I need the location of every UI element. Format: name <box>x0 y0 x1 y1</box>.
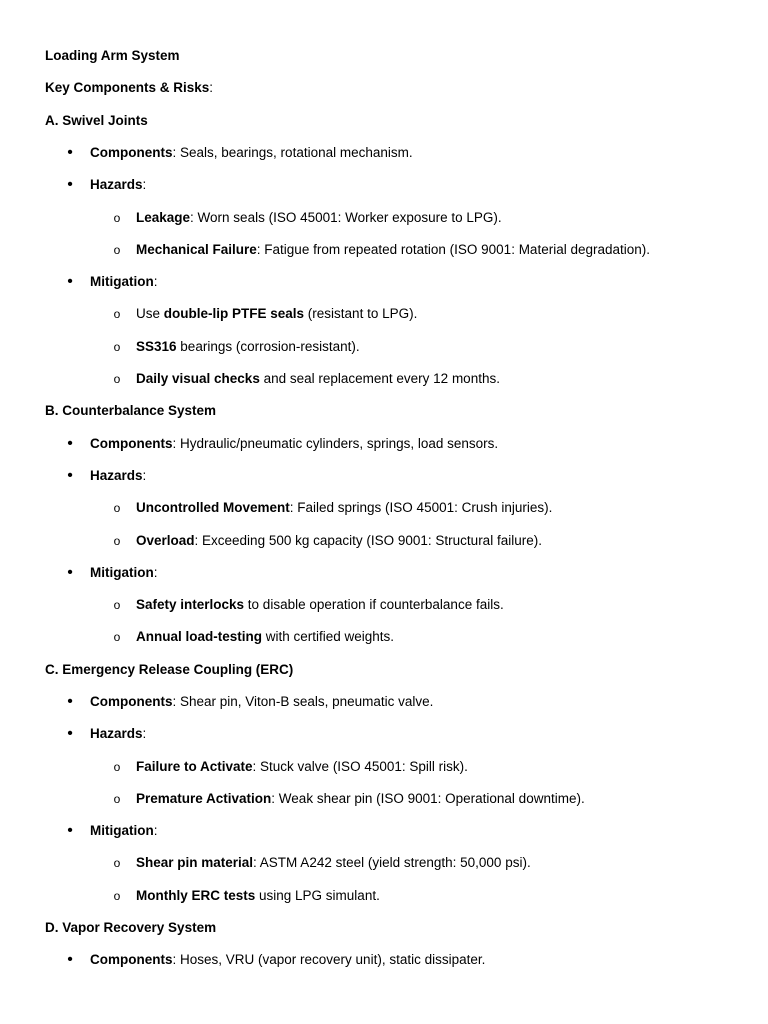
bold-text: Annual load-testing <box>136 629 262 644</box>
bullet-circle-icon: o <box>113 598 121 612</box>
bold-text: Loading Arm System <box>45 48 180 63</box>
sub-list-item <box>136 209 502 227</box>
list-item <box>90 273 158 291</box>
sub-list-item <box>136 305 417 323</box>
bold-text: Mitigation <box>90 274 154 289</box>
sub-list-item <box>136 241 650 259</box>
text: (resistant to LPG). <box>304 306 418 321</box>
bullet-dot-icon: • <box>67 273 73 290</box>
bullet-circle-icon: o <box>113 856 121 870</box>
text: : <box>142 177 147 192</box>
list-item <box>90 822 158 840</box>
text: : <box>153 823 158 838</box>
section-heading <box>45 47 180 65</box>
bold-text: Shear pin material <box>136 855 254 870</box>
bold-text: Monthly ERC tests <box>136 888 256 903</box>
sub-list-item <box>136 370 500 388</box>
sub-list-item <box>136 499 552 517</box>
bold-text: Hazards <box>90 726 143 741</box>
bold-text: Components <box>90 694 173 709</box>
bullet-dot-icon: • <box>67 693 73 710</box>
section-heading <box>45 661 293 679</box>
section-heading <box>45 112 148 130</box>
sub-list-item <box>136 854 531 872</box>
text: to disable operation if counterbalance fails. <box>244 597 504 612</box>
bold-text: Mechanical Failure <box>136 242 257 257</box>
bold-text: Daily visual checks <box>136 371 260 386</box>
section-heading <box>45 919 216 937</box>
text: : <box>209 80 214 95</box>
section-heading <box>45 79 213 97</box>
bold-text: C. Emergency Release Coupling (ERC) <box>45 662 294 677</box>
bullet-dot-icon: • <box>67 564 73 581</box>
bullet-dot-icon: • <box>67 435 73 452</box>
bold-text: Leakage <box>136 210 191 225</box>
bullet-dot-icon: • <box>67 144 73 161</box>
sub-list-item <box>136 338 360 356</box>
bullet-circle-icon: o <box>113 792 121 806</box>
bold-text: D. Vapor Recovery System <box>45 920 217 935</box>
text: : Weak shear pin (ISO 9001: Operational downtime). <box>271 791 585 806</box>
text: : Stuck valve (ISO 45001: Spill risk). <box>252 759 468 774</box>
sub-list-item <box>136 596 504 614</box>
bullet-circle-icon: o <box>113 243 121 257</box>
bold-text: Key Components & Risks <box>45 80 210 95</box>
list-item <box>90 435 498 453</box>
text: : Hoses, VRU (vapor recovery unit), static dissipater. <box>172 952 486 967</box>
list-item <box>90 176 146 194</box>
sub-list-item <box>136 887 380 905</box>
bold-text: B. Counterbalance System <box>45 403 217 418</box>
bold-text: A. Swivel Joints <box>45 113 148 128</box>
list-item <box>90 144 413 162</box>
bold-text: Components <box>90 436 173 451</box>
text: bearings (corrosion-resistant). <box>176 339 360 354</box>
text: and seal replacement every 12 months. <box>259 371 500 386</box>
text: : Shear pin, Viton-B seals, pneumatic valve. <box>172 694 434 709</box>
text: : <box>142 726 147 741</box>
bullet-dot-icon: • <box>67 951 73 968</box>
bullet-circle-icon: o <box>113 372 121 386</box>
text: : Seals, bearings, rotational mechanism. <box>172 145 413 160</box>
sub-list-item <box>136 758 468 776</box>
bold-text: Mitigation <box>90 565 154 580</box>
bullet-dot-icon: • <box>67 176 73 193</box>
bold-text: Safety interlocks <box>136 597 245 612</box>
section-heading <box>45 402 216 420</box>
text: : Worn seals (ISO 45001: Worker exposure to LPG). <box>190 210 502 225</box>
bold-text: double-lip PTFE seals <box>163 306 305 321</box>
bold-text: Components <box>90 145 173 160</box>
list-item <box>90 693 433 711</box>
text: : <box>153 565 158 580</box>
text: : <box>142 468 147 483</box>
sub-list-item <box>136 532 542 550</box>
sub-list-item <box>136 628 394 646</box>
text: using LPG simulant. <box>255 888 380 903</box>
bullet-dot-icon: • <box>67 467 73 484</box>
list-item <box>90 564 158 582</box>
bold-text: Uncontrolled Movement <box>136 500 290 515</box>
text: : ASTM A242 steel (yield strength: 50,000 psi). <box>253 855 531 870</box>
bullet-circle-icon: o <box>113 630 121 644</box>
bold-text: Mitigation <box>90 823 154 838</box>
bullet-circle-icon: o <box>113 760 121 774</box>
bullet-circle-icon: o <box>113 340 121 354</box>
text: : Hydraulic/pneumatic cylinders, springs, load sensors. <box>172 436 499 451</box>
bold-text: SS316 <box>136 339 177 354</box>
sub-list-item <box>136 790 585 808</box>
bullet-circle-icon: o <box>113 534 121 548</box>
bold-text: Premature Activation <box>136 791 272 806</box>
bold-text: Failure to Activate <box>136 759 253 774</box>
text: : Exceeding 500 kg capacity (ISO 9001: Structural failure). <box>194 533 542 548</box>
bold-text: Overload <box>136 533 195 548</box>
bullet-circle-icon: o <box>113 211 121 225</box>
bullet-circle-icon: o <box>113 501 121 515</box>
list-item <box>90 725 146 743</box>
list-item <box>90 467 146 485</box>
bold-text: Hazards <box>90 468 143 483</box>
bullet-dot-icon: • <box>67 725 73 742</box>
bold-text: Hazards <box>90 177 143 192</box>
bullet-dot-icon: • <box>67 822 73 839</box>
text: : Fatigue from repeated rotation (ISO 9001: Material degradation). <box>256 242 651 257</box>
bullet-circle-icon: o <box>113 307 121 321</box>
bullet-circle-icon: o <box>113 889 121 903</box>
list-item <box>90 951 485 969</box>
text: : Failed springs (ISO 45001: Crush injuries). <box>289 500 553 515</box>
bold-text: Components <box>90 952 173 967</box>
text: : <box>153 274 158 289</box>
text: Use <box>136 306 164 321</box>
text: with certified weights. <box>262 629 395 644</box>
